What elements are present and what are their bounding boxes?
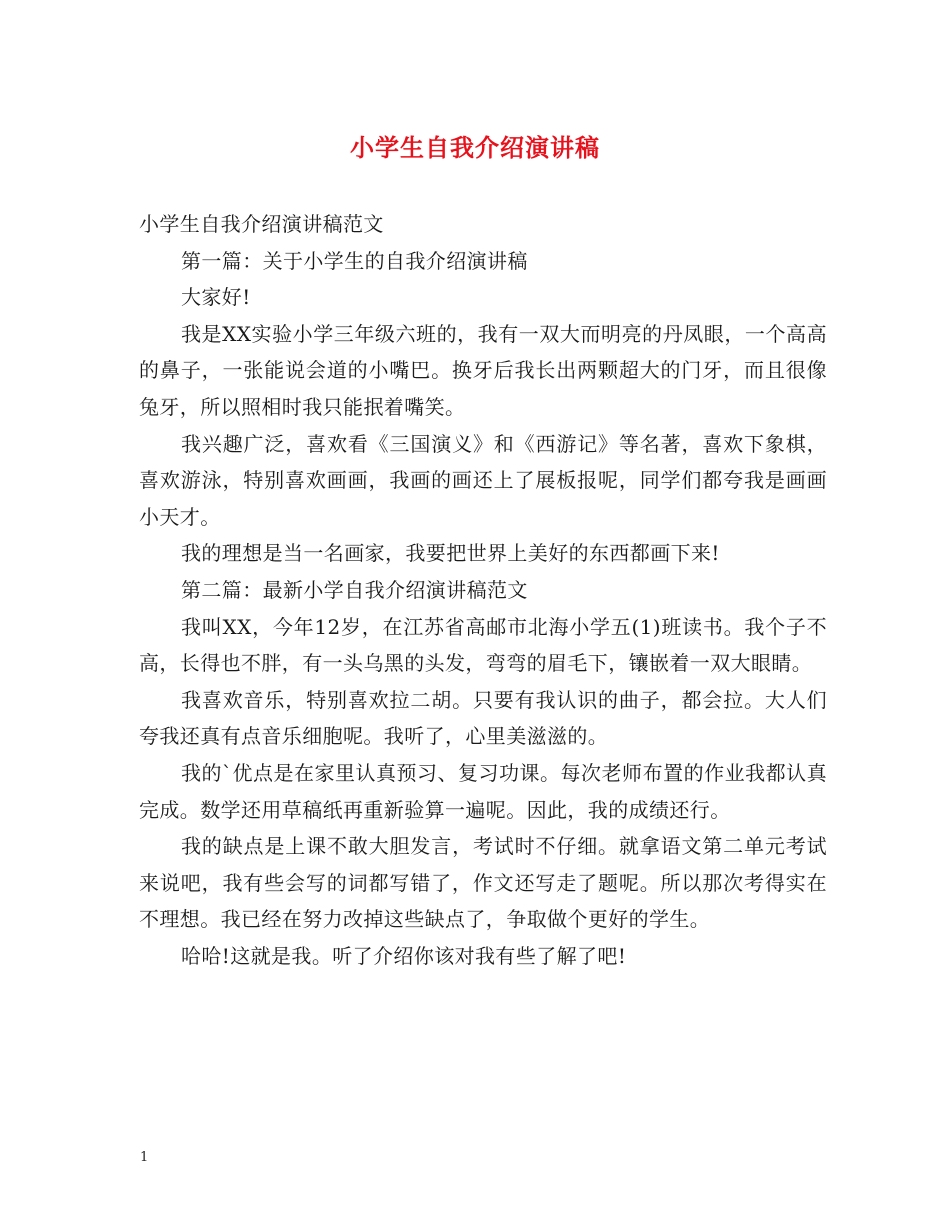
paragraph: 我的`优点是在家里认真预习、复习功课。每次老师布置的作业我都认真完成。数学还用草稿纸再重新验算一遍呢。因此，我的成绩还行。 bbox=[139, 760, 827, 822]
paragraph: 我是XX实验小学三年级六班的，我有一双大而明亮的丹凤眼，一个高高的鼻子，一张能说会道的小嘴巴。换牙后我长出两颗超大的门牙，而且很像兔牙，所以照相时我只能抿着嘴笑。 bbox=[139, 321, 827, 419]
page-number: 1 bbox=[140, 1150, 149, 1165]
paragraph: 我的理想是当一名画家，我要把世界上美好的东西都画下来! bbox=[181, 541, 720, 566]
paragraph: 哈哈!这就是我。听了介绍你该对我有些了解了吧! bbox=[181, 943, 627, 968]
paragraph: 我兴趣广泛，喜欢看《三国演义》和《西游记》等名著，喜欢下象棋，喜欢游泳，特别喜欢画画，我画的画还上了展板报呢，同学们都夸我是画画小天才。 bbox=[139, 431, 827, 529]
paragraph: 大家好! bbox=[181, 285, 251, 310]
document-title: 小学生自我介绍演讲稿 bbox=[350, 133, 600, 162]
document-body bbox=[139, 206, 827, 974]
paragraph: 我的缺点是上课不敢大胆发言，考试时不仔细。就拿语文第二单元考试来说吧，我有些会写的词都写错了，作文还写走了题呢。所以那次考得实在不理想。我已经在努力改掉这些缺点了，争取做个更好的学生。 bbox=[139, 834, 827, 932]
paragraph: 小学生自我介绍演讲稿范文 bbox=[139, 212, 384, 236]
paragraph: 我喜欢音乐，特别喜欢拉二胡。只要有我认识的曲子，都会拉。大人们夸我还真有点音乐细胞呢。我听了，心里美滋滋的。 bbox=[139, 687, 827, 749]
paragraph: 第一篇：关于小学生的自我介绍演讲稿 bbox=[181, 248, 528, 273]
paragraph: 我叫XX，今年12岁，在江苏省高邮市北海小学五(1)班读书。我个子不高，长得也不胖，有一头乌黑的头发，弯弯的眉毛下，镶嵌着一双大眼睛。 bbox=[139, 614, 827, 676]
paragraph: 第二篇：最新小学自我介绍演讲稿范文 bbox=[181, 577, 528, 602]
